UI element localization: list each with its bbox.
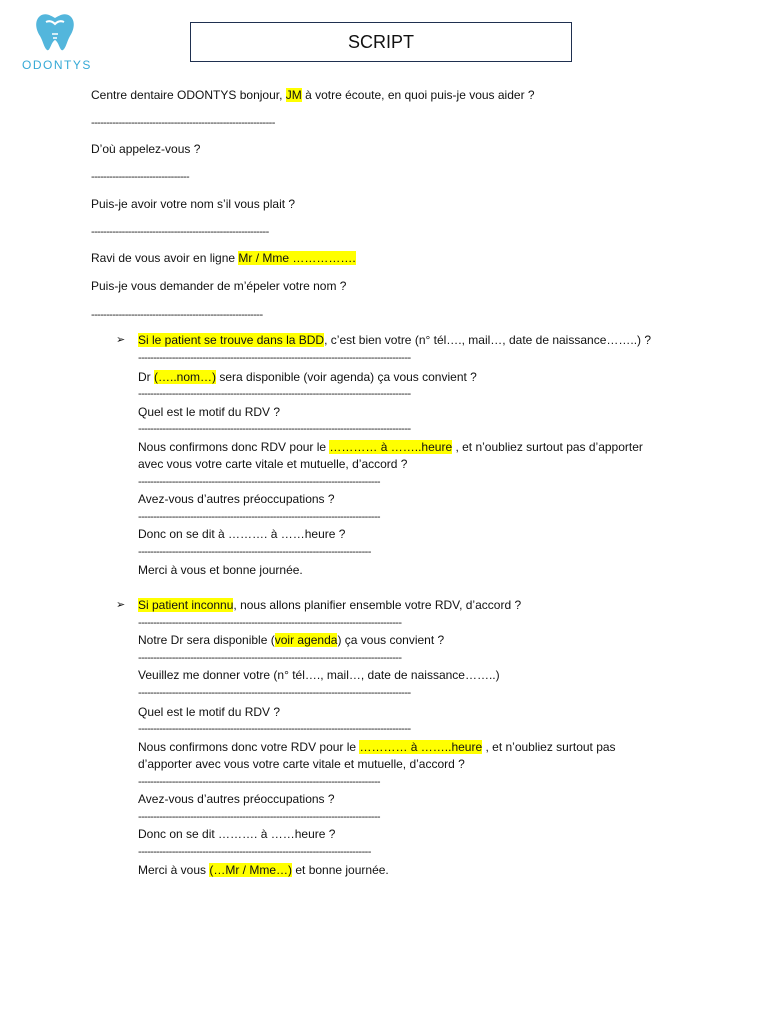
agenda-highlight: voir agenda: [274, 633, 338, 647]
section1-line3b: avec vous votre carte vitale et mutuelle, d’accord ?: [138, 457, 408, 471]
s2-l7-pre: Merci à vous: [138, 863, 210, 877]
doctor-name-highlight: (…..nom…): [154, 370, 217, 384]
answer-line: -----------------------------------------------------------------------------------------: [138, 389, 411, 399]
answer-line: -----------------------------------------------------------------------------------------: [138, 724, 411, 734]
section2-condition-highlight: Si patient inconnu: [138, 598, 234, 612]
answer-line: -----------------------------------------------------------------------------------------: [138, 688, 411, 698]
section1-line1: [138, 370, 477, 385]
answer-line: ----------------------------------------------------------------------------: [138, 847, 371, 857]
section2-line5: Avez-vous d’autres préoccupations ?: [138, 792, 335, 806]
question-where: D’où appelez-vous ?: [91, 142, 201, 156]
question-spell: Puis-je vous demander de m’épeler votre nom ?: [91, 279, 347, 293]
date-time-highlight: ………… à ……..heure: [359, 740, 483, 754]
title-placeholder-highlight: (…Mr / Mme…): [209, 863, 293, 877]
answer-line: -------------------------------------------------------------------------------: [138, 512, 380, 522]
logo-text: ODONTYS: [22, 58, 92, 72]
section1-heading: [138, 333, 651, 348]
date-time-highlight: ………… à ……..heure: [329, 440, 453, 454]
section1-line4: Avez-vous d’autres préoccupations ?: [138, 492, 335, 506]
answer-line: --------------------------------------------------------: [91, 310, 263, 320]
tooth-icon: [32, 12, 78, 52]
greeting-line: [91, 88, 535, 103]
online-line: [91, 251, 356, 266]
s2-l1-post: ) ça vous convient ?: [337, 633, 445, 647]
s1-l3-post: , et n’oubliez surtout pas d’apporter: [452, 440, 643, 454]
section2-line6: Donc on se dit ………. à ……heure ?: [138, 827, 336, 841]
answer-line: --------------------------------: [91, 172, 190, 182]
section2-line2: Veuillez me donner votre (n° tél…., mail…, date de naissance……..): [138, 668, 500, 682]
section2-heading: [138, 598, 521, 613]
s1-l3-pre: Nous confirmons donc RDV pour le: [138, 440, 330, 454]
section2-line1: [138, 633, 444, 648]
answer-line: --------------------------------------------------------------------------------------: [138, 653, 402, 663]
greeting-text: Centre dentaire ODONTYS bonjour,: [91, 88, 286, 102]
section1-line6: Merci à vous et bonne journée.: [138, 563, 303, 577]
answer-line: -------------------------------------------------------------------------------: [138, 812, 380, 822]
s2-l4-post: , et n’oubliez surtout pas: [482, 740, 616, 754]
s2-l4-pre: Nous confirmons donc votre RDV pour le: [138, 740, 360, 754]
answer-line: ----------------------------------------------------------------------------: [138, 547, 371, 557]
s2-l7-post: et bonne journée.: [292, 863, 389, 877]
page-title-text: SCRIPT: [347, 31, 414, 52]
page-title: [190, 22, 572, 62]
odontys-logo: [22, 12, 92, 72]
section1-line2: Quel est le motif du RDV ?: [138, 405, 281, 419]
answer-line: ------------------------------------------------------------: [91, 118, 275, 128]
section1-line5: Donc on se dit à ………. à ……heure ?: [138, 527, 346, 541]
section1-heading-text: , c’est bien votre (n° tél…., mail…, date de naissance……..) ?: [324, 333, 652, 347]
greeting-text-end: à votre écoute, en quoi puis-je vous aider ?: [301, 88, 535, 102]
s1-l1-post: sera disponible (voir agenda) ça vous convient ?: [216, 370, 477, 384]
section2-line4: [138, 740, 616, 755]
title-placeholder-highlight: Mr / Mme …………….: [238, 251, 356, 265]
s2-l1-pre: Notre Dr sera disponible (: [138, 633, 275, 647]
section2-line3: Quel est le motif du RDV ?: [138, 705, 281, 719]
online-text: Ravi de vous avoir en ligne: [91, 251, 239, 265]
section1-line3: [138, 440, 643, 455]
answer-line: --------------------------------------------------------------------------------------: [138, 618, 402, 628]
section2-line4b: d’apporter avec vous votre carte vitale et mutuelle, d’accord ?: [138, 757, 465, 771]
section2-line7: [138, 863, 389, 878]
answer-line: ----------------------------------------------------------: [91, 227, 269, 237]
bullet-arrow-icon: ➢: [116, 599, 126, 611]
answer-line: -----------------------------------------------------------------------------------------: [138, 353, 411, 363]
agent-initials-highlight: JM: [285, 88, 302, 102]
answer-line: -----------------------------------------------------------------------------------------: [138, 424, 411, 434]
section1-condition-highlight: Si le patient se trouve dans la BDD: [138, 333, 325, 347]
answer-line: -------------------------------------------------------------------------------: [138, 777, 380, 787]
question-name: Puis-je avoir votre nom s’il vous plait ?: [91, 197, 296, 211]
section2-heading-text: , nous allons planifier ensemble votre RDV, d’accord ?: [233, 598, 522, 612]
answer-line: -------------------------------------------------------------------------------: [138, 477, 380, 487]
s1-l1-pre: Dr: [138, 370, 154, 384]
bullet-arrow-icon: ➢: [116, 334, 126, 346]
